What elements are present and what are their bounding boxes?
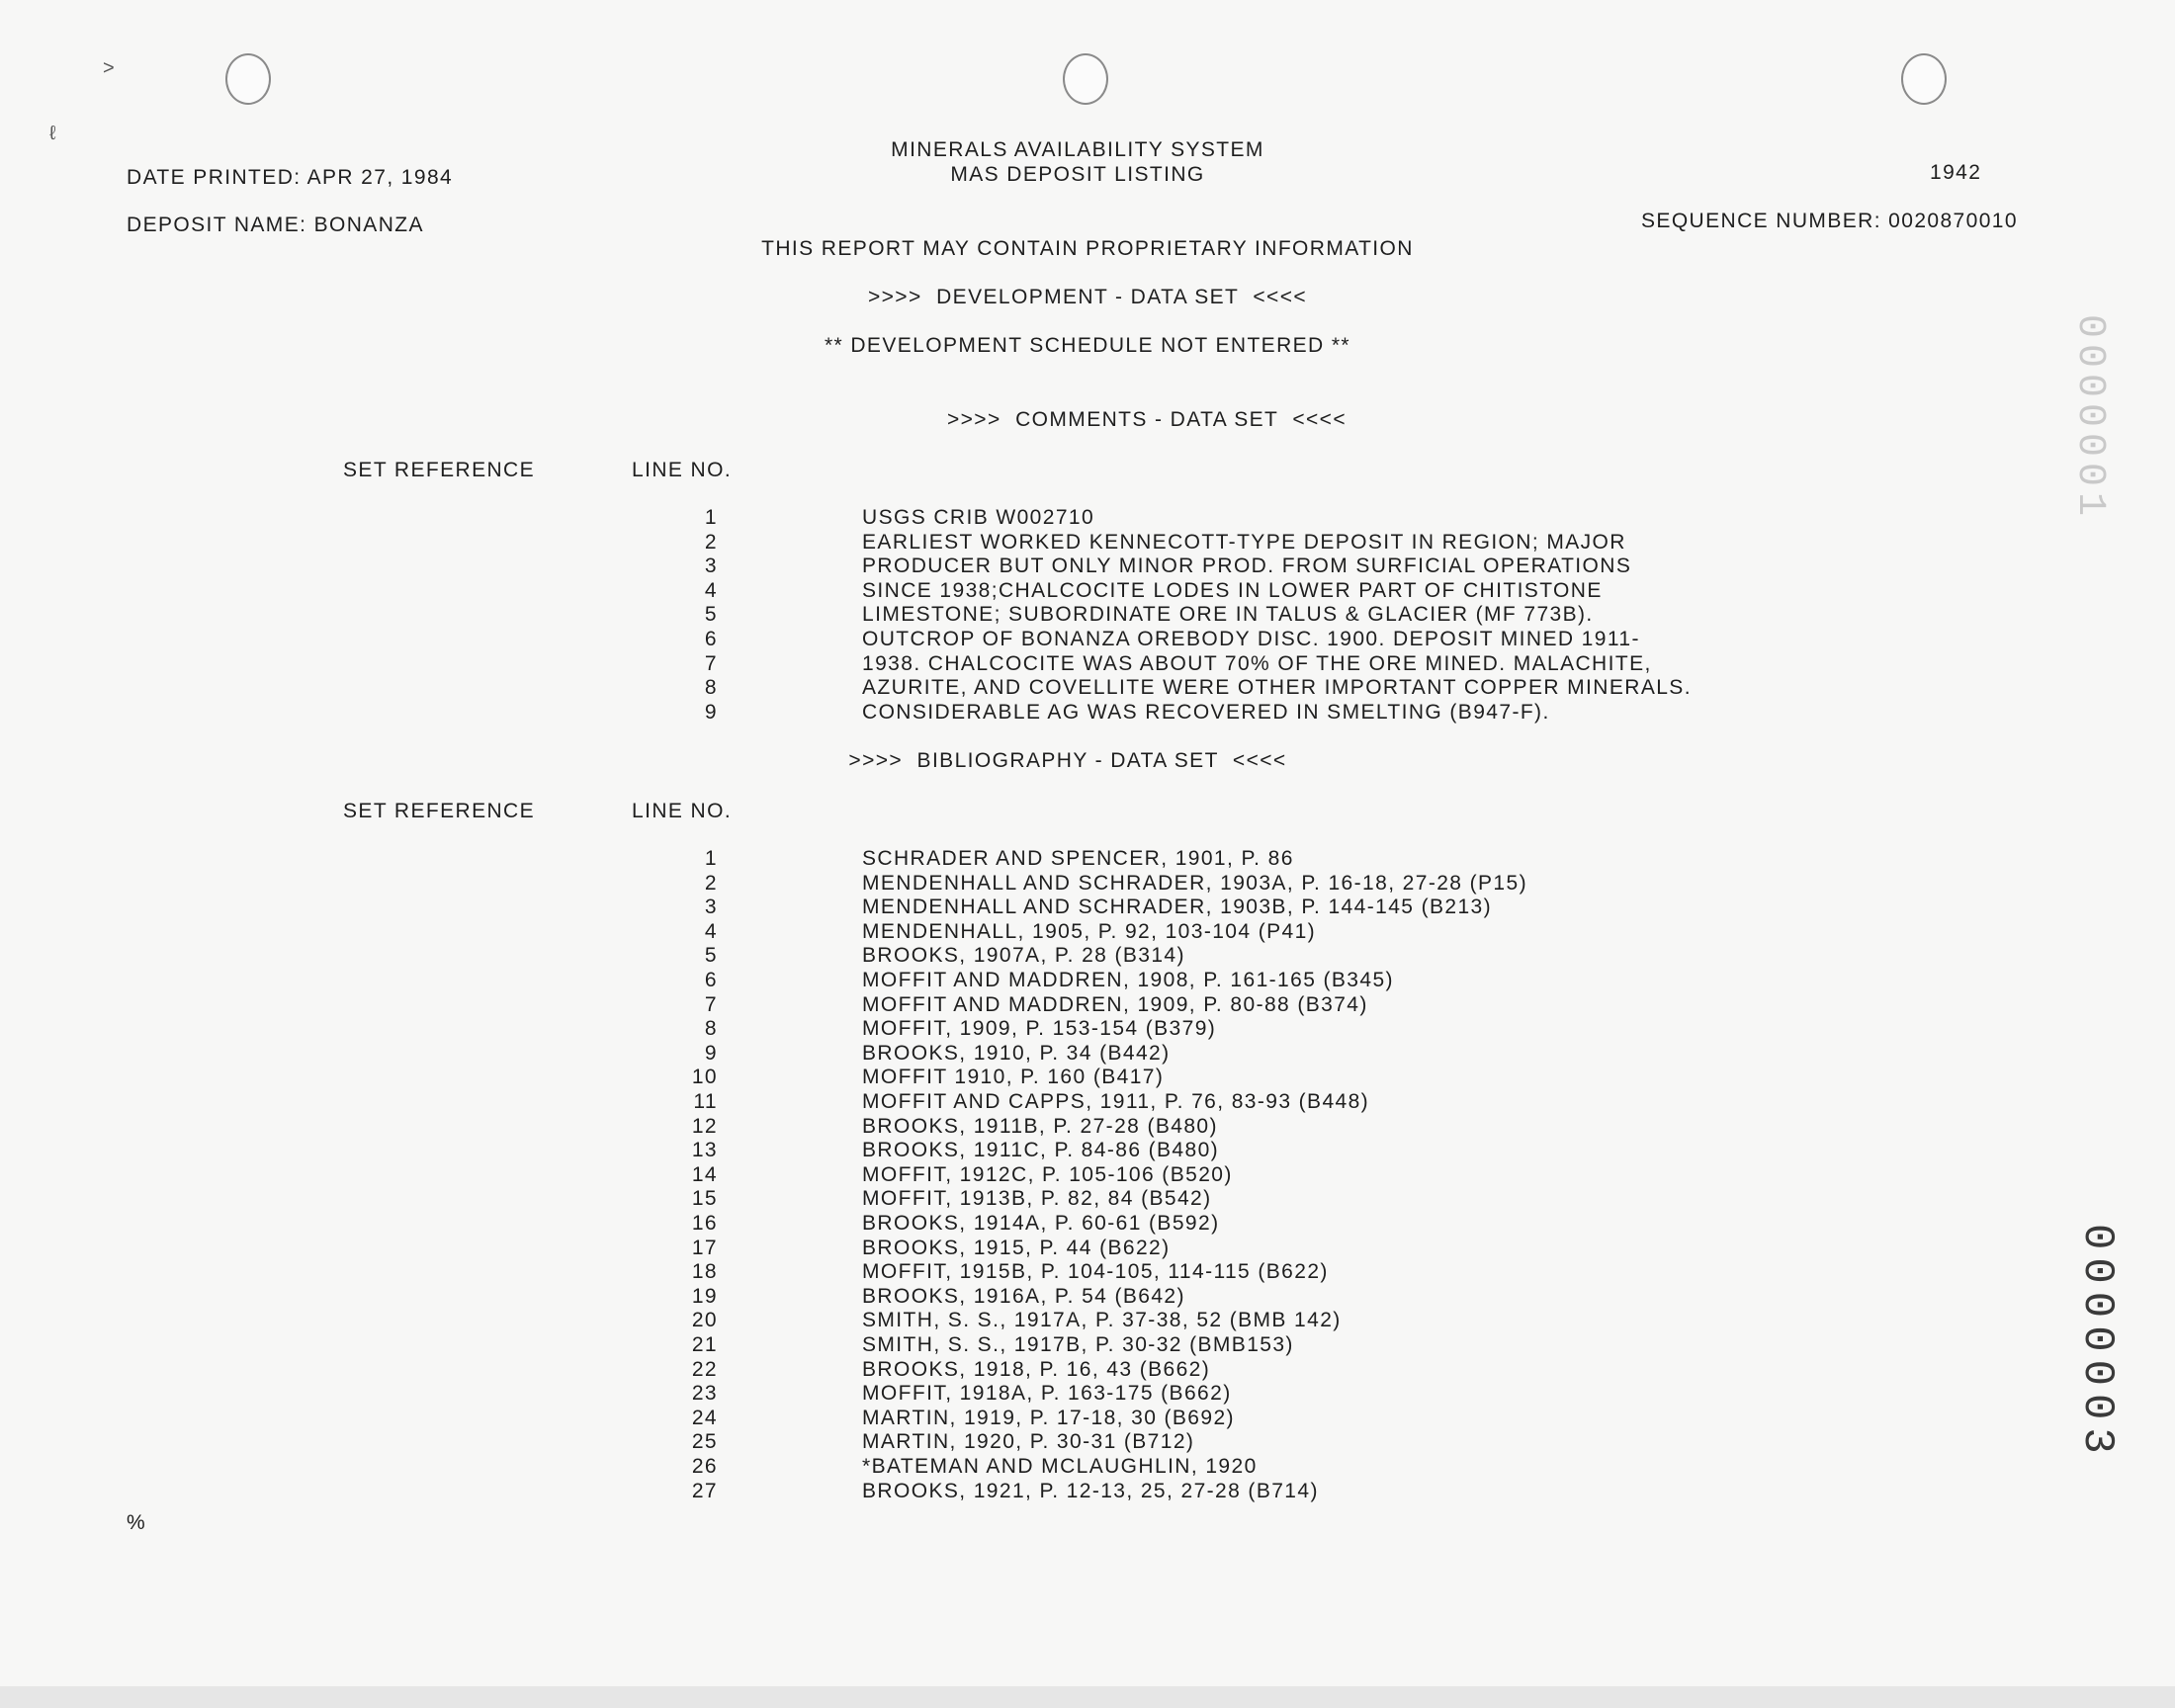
stray-mark: ℓ xyxy=(49,123,56,144)
line-number: 1 xyxy=(704,847,718,870)
comments-heading: >>>> COMMENTS - DATA SET <<<< xyxy=(946,408,1348,431)
footer-mark: % xyxy=(127,1511,147,1534)
line-number: 12 xyxy=(691,1114,718,1138)
bibliography-entry xyxy=(0,1090,2175,1114)
bibliography-entry xyxy=(0,1333,2175,1357)
comments-col-line-no: LINE NO. xyxy=(632,459,733,481)
line-text: OUTCROP OF BONANZA OREBODY DISC. 1900. DEPOSIT MINED 1911- xyxy=(862,628,1640,650)
bibliography-col-set-reference: SET REFERENCE xyxy=(343,800,536,822)
line-number: 21 xyxy=(691,1333,718,1356)
margin-stamp-upper: 0000001 xyxy=(2067,314,2112,523)
line-text: *BATEMAN AND MCLAUGHLIN, 1920 xyxy=(862,1455,1258,1478)
line-text: MOFFIT AND MADDREN, 1909, P. 80-88 (B374) xyxy=(862,992,1368,1016)
comment-line xyxy=(0,579,2175,603)
bibliography-entry xyxy=(0,969,2175,992)
scan-edge xyxy=(0,1686,2175,1708)
deposit-name: DEPOSIT NAME: BONANZA xyxy=(127,214,424,236)
system-title: MINERALS AVAILABILITY SYSTEM xyxy=(891,138,1264,161)
comment-line xyxy=(0,628,2175,651)
line-number: 17 xyxy=(691,1236,718,1259)
line-number: 2 xyxy=(704,530,718,554)
page-number: 1942 xyxy=(1930,161,1982,184)
line-text: BROOKS, 1910, P. 34 (B442) xyxy=(862,1041,1171,1065)
bibliography-entry xyxy=(0,1187,2175,1211)
line-number: 5 xyxy=(704,603,718,627)
line-number: 5 xyxy=(704,944,718,968)
stray-mark: ˃ xyxy=(103,57,115,79)
line-number: 18 xyxy=(691,1260,718,1284)
line-text: USGS CRIB W002710 xyxy=(862,506,1095,529)
line-text: MARTIN, 1920, P. 30-31 (B712) xyxy=(862,1430,1195,1454)
comment-line xyxy=(0,676,2175,700)
bibliography-entry xyxy=(0,993,2175,1017)
bibliography-entry xyxy=(0,1430,2175,1454)
line-text: BROOKS, 1911C, P. 84-86 (B480) xyxy=(862,1139,1220,1162)
line-number: 6 xyxy=(704,969,718,991)
line-number: 7 xyxy=(704,651,718,675)
line-number: 23 xyxy=(691,1382,718,1406)
comment-line xyxy=(0,555,2175,578)
bibliography-entry xyxy=(0,1139,2175,1162)
line-text: MOFFIT, 1909, P. 153-154 (B379) xyxy=(862,1017,1217,1041)
line-text: PRODUCER BUT ONLY MINOR PROD. FROM SURFICIAL OPERATIONS xyxy=(862,555,1632,578)
line-number: 25 xyxy=(691,1430,718,1454)
line-number: 19 xyxy=(691,1284,718,1308)
line-number: 13 xyxy=(691,1139,718,1162)
line-number: 4 xyxy=(704,919,718,943)
line-number: 8 xyxy=(704,676,718,700)
bibliography-heading: >>>> BIBLIOGRAPHY - DATA SET <<<< xyxy=(848,749,1287,772)
line-number: 22 xyxy=(691,1357,718,1381)
bibliography-entry xyxy=(0,1455,2175,1479)
proprietary-notice: THIS REPORT MAY CONTAIN PROPRIETARY INFORMATION xyxy=(761,237,1414,260)
binder-hole-center xyxy=(1063,53,1108,105)
line-text: BROOKS, 1914A, P. 60-61 (B592) xyxy=(862,1212,1220,1235)
bibliography-entry xyxy=(0,1407,2175,1430)
bibliography-col-line-no: LINE NO. xyxy=(632,800,733,822)
line-text: BROOKS, 1921, P. 12-13, 25, 27-28 (B714) xyxy=(862,1479,1319,1502)
line-number: 15 xyxy=(691,1187,718,1211)
line-text: EARLIEST WORKED KENNECOTT-TYPE DEPOSIT IN REGION; MAJOR xyxy=(862,530,1626,554)
line-text: MENDENHALL AND SCHRADER, 1903B, P. 144-145 (B213) xyxy=(862,896,1493,919)
bibliography-entry xyxy=(0,1480,2175,1503)
line-number: 4 xyxy=(704,578,718,602)
bibliography-entry xyxy=(0,920,2175,944)
bibliography-entry xyxy=(0,1163,2175,1187)
comment-line xyxy=(0,701,2175,725)
comment-line xyxy=(0,603,2175,627)
line-number: 2 xyxy=(704,871,718,895)
date-printed: DATE PRINTED: APR 27, 1984 xyxy=(127,166,454,189)
line-number: 9 xyxy=(704,1041,718,1065)
development-heading: >>>> DEVELOPMENT - DATA SET <<<< xyxy=(867,286,1308,308)
bibliography-entry xyxy=(0,1382,2175,1406)
line-number: 1 xyxy=(704,506,718,529)
comment-line xyxy=(0,531,2175,555)
line-text: MOFFIT AND MADDREN, 1908, P. 161-165 (B345) xyxy=(862,969,1394,991)
line-number: 26 xyxy=(691,1455,718,1478)
line-text: BROOKS, 1918, P. 16, 43 (B662) xyxy=(862,1357,1211,1381)
line-number: 16 xyxy=(691,1212,718,1235)
bibliography-entry xyxy=(0,896,2175,919)
bibliography-entry xyxy=(0,1285,2175,1309)
bibliography-entry xyxy=(0,1042,2175,1066)
comment-line xyxy=(0,506,2175,530)
line-number: 6 xyxy=(704,628,718,650)
line-text: CONSIDERABLE AG WAS RECOVERED IN SMELTING (B947-F). xyxy=(862,700,1550,724)
line-text: MOFFIT, 1912C, P. 105-106 (B520) xyxy=(862,1162,1233,1186)
line-number: 8 xyxy=(704,1017,718,1041)
bibliography-entry xyxy=(0,1066,2175,1089)
bibliography-entry xyxy=(0,1358,2175,1382)
line-text: SMITH, S. S., 1917B, P. 30-32 (BMB153) xyxy=(862,1333,1294,1356)
line-number: 9 xyxy=(704,700,718,724)
development-note: ** DEVELOPMENT SCHEDULE NOT ENTERED ** xyxy=(824,334,1351,357)
line-text: SINCE 1938;CHALCOCITE LODES IN LOWER PART OF CHITISTONE xyxy=(862,578,1603,602)
bibliography-entry xyxy=(0,847,2175,871)
bibliography-entry xyxy=(0,1212,2175,1236)
line-text: MOFFIT, 1918A, P. 163-175 (B662) xyxy=(862,1382,1232,1406)
line-number: 7 xyxy=(704,992,718,1016)
line-number: 24 xyxy=(691,1406,718,1429)
line-text: AZURITE, AND COVELLITE WERE OTHER IMPORTANT COPPER MINERALS. xyxy=(862,676,1692,700)
line-number: 10 xyxy=(691,1066,718,1089)
sequence-number: SEQUENCE NUMBER: 0020870010 xyxy=(1641,210,2018,232)
line-text: MOFFIT, 1913B, P. 82, 84 (B542) xyxy=(862,1187,1212,1211)
binder-hole-right xyxy=(1901,53,1947,105)
line-text: MARTIN, 1919, P. 17-18, 30 (B692) xyxy=(862,1406,1235,1429)
bibliography-entry xyxy=(0,1309,2175,1332)
comments-col-set-reference: SET REFERENCE xyxy=(343,459,536,481)
listing-title: MAS DEPOSIT LISTING xyxy=(950,163,1205,186)
line-text: BROOKS, 1911B, P. 27-28 (B480) xyxy=(862,1114,1218,1138)
line-text: MOFFIT 1910, P. 160 (B417) xyxy=(862,1066,1165,1089)
line-text: BROOKS, 1916A, P. 54 (B642) xyxy=(862,1284,1185,1308)
margin-stamp-lower: 0000003 xyxy=(2072,1224,2122,1462)
bibliography-entry xyxy=(0,1237,2175,1260)
line-number: 3 xyxy=(704,555,718,578)
line-text: SCHRADER AND SPENCER, 1901, P. 86 xyxy=(862,847,1294,870)
bibliography-entry xyxy=(0,1260,2175,1284)
bibliography-entry xyxy=(0,872,2175,896)
line-text: BROOKS, 1915, P. 44 (B622) xyxy=(862,1236,1171,1259)
line-text: MOFFIT, 1915B, P. 104-105, 114-115 (B622) xyxy=(862,1260,1329,1284)
line-text: MENDENHALL, 1905, P. 92, 103-104 (P41) xyxy=(862,919,1317,943)
line-text: SMITH, S. S., 1917A, P. 37-38, 52 (BMB 142) xyxy=(862,1309,1342,1332)
line-number: 3 xyxy=(704,896,718,919)
line-text: MOFFIT AND CAPPS, 1911, P. 76, 83-93 (B448) xyxy=(862,1090,1370,1113)
bibliography-entry xyxy=(0,1017,2175,1041)
binder-hole-left xyxy=(225,53,271,105)
line-text: MENDENHALL AND SCHRADER, 1903A, P. 16-18, 27-28 (P15) xyxy=(862,871,1527,895)
line-number: 20 xyxy=(691,1309,718,1332)
line-text: BROOKS, 1907A, P. 28 (B314) xyxy=(862,944,1185,968)
line-text: 1938. CHALCOCITE WAS ABOUT 70% OF THE ORE MINED. MALACHITE, xyxy=(862,651,1652,675)
line-number: 14 xyxy=(691,1162,718,1186)
line-text: LIMESTONE; SUBORDINATE ORE IN TALUS & GLACIER (MF 773B). xyxy=(862,603,1594,627)
comment-line xyxy=(0,652,2175,676)
line-number: 27 xyxy=(691,1479,718,1502)
bibliography-entry xyxy=(0,944,2175,968)
bibliography-entry xyxy=(0,1115,2175,1139)
line-number: 11 xyxy=(693,1090,718,1113)
